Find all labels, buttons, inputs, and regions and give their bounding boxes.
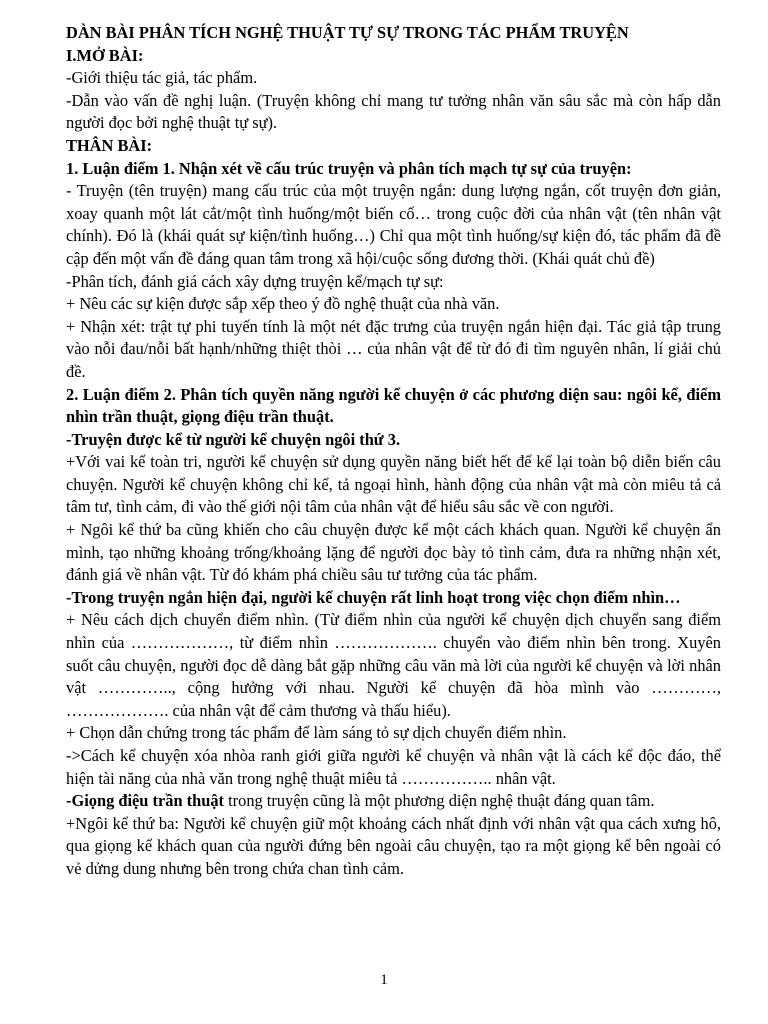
sub1-heading: -Truyện được kể từ người kể chuyện ngôi thứ 3.: [66, 429, 401, 449]
sub1-item: + Ngôi kể thứ ba cũng khiến cho câu chuyện được kể một cách khách quan. Người kể chuyện ẩn mình, tạo những khoảng trống/khoảng lặng để người đọc bày tỏ tình cảm, đưa ra những nhận xét, đánh giá về nhân vật. Từ đó khám phá chiều sâu tư tưởng của tác phẩm.: [66, 520, 721, 585]
sub2-item: ->Cách kể chuyện xóa nhòa ranh giới giữa người kể chuyện và nhân vật là cách kể độc đáo, thể hiện tài năng của nhà văn trong nghệ thuật miêu tả …………….. nhân vật.: [66, 746, 721, 788]
sub2-heading: -Trong truyện ngắn hiện đại, người kể chuyện rất linh hoạt trong việc chọn điểm nhìn…: [66, 587, 681, 607]
sub3-item: +Ngôi kể thứ ba: Người kể chuyện giữ một khoảng cách nhất định với nhân vật qua cách xưng hô, qua giọng kể khách quan của người đứng bên ngoài câu chuyện, tạo ra một giọng kể bên ngoài có vẻ dửng dung nhưng bên trong chứa chan tình cảm.: [66, 813, 721, 878]
body-heading: THÂN BÀI:: [66, 135, 153, 155]
page-number: 1: [380, 972, 388, 988]
sub3-heading: [66, 790, 721, 813]
point1-item: - Truyện (tên truyện) mang cấu trúc của một truyện ngắn: dung lượng ngắn, cốt truyện đơn giản, xoay quanh một lát cắt/một tình huống/một biến cố… trong cuộc đời của nhân vật (tên nhân vật chính). Đó là (khái quát sự kiện/tình huống…) Chỉ qua một tình huống/sự kiện đó, tác phẩm đã đề cập đến một vấn đề đáng quan tâm trong xã hội/cuộc sống đương thời. (Khái quát chủ đề): [66, 181, 721, 268]
point2-heading: 2. Luận điểm 2. Phân tích quyền năng người kể chuyện ở các phương diện sau: ngôi kể, điểm nhìn trần thuật, giọng điệu trần thuật.: [66, 384, 721, 427]
sub2-item: + Nêu cách dịch chuyển điểm nhìn. (Từ điểm nhìn của người kể chuyện dịch chuyển sang điểm nhìn của ………………, từ điểm nhìn ………………. chuyển vào điểm nhìn bên trong. Xuyên suốt câu chuyện, người đọc dễ dàng bắt gặp những câu văn mà lời của người kể chuyện và lời nhân vật ………….., cộng hưởng với nhau. Người kể chuyện đã hòa mình vào …………, ………………. của nhân vật để cảm thương và thấu hiểu).: [66, 610, 721, 720]
point1-item: + Nhận xét: trật tự phi tuyến tính là một nét đặc trưng của truyện ngắn hiện đại. Tác giả tập trung vào nỗi đau/nỗi bất hạnh/những thiệt thòi … của nhân vật để từ đó đi tìm nguyên nhân, lí giải chủ đề.: [66, 316, 721, 381]
sub2-item: + Chọn dẫn chứng trong tác phẩm để làm sáng tỏ sự dịch chuyển điểm nhìn.: [66, 723, 567, 743]
sub1-item: +Với vai kể toàn tri, người kể chuyện sử dụng quyền năng biết hết để kể lại toàn bộ diễn biến câu chuyện. Người kể chuyện không chỉ kể, tả ngoại hình, hành động của nhân vật mà còn miêu tả cả tâm tư, tình cảm, đi vào thế giới nội tâm của nhân vật để hiểu sâu sắc về con người.: [66, 452, 721, 517]
point1-item: -Phân tích, đánh giá cách xây dựng truyện kể/mạch tự sự:: [66, 271, 444, 291]
point1-item: + Nêu các sự kiện được sắp xếp theo ý đồ nghệ thuật của nhà văn.: [66, 294, 500, 314]
point1-heading: 1. Luận điểm 1. Nhận xét về cấu trúc truyện và phân tích mạch tự sự của truyện:: [66, 158, 632, 178]
sub3-heading-rest: trong truyện cũng là một phương diện nghệ thuật đáng quan tâm.: [224, 791, 655, 811]
intro-item: -Dẫn vào vấn đề nghị luận. (Truyện không chỉ mang tư tưởng nhân văn sâu sắc mà còn hấp dẫn người đọc bởi nghệ thuật tự sự).: [66, 90, 721, 133]
sub3-heading-bold: -Giọng điệu trần thuật: [66, 791, 225, 811]
intro-item: -Giới thiệu tác giả, tác phẩm.: [66, 68, 258, 88]
intro-heading: I.MỞ BÀI:: [66, 45, 144, 65]
document-title: DÀN BÀI PHÂN TÍCH NGHỆ THUẬT TỰ SỰ TRONG TÁC PHẨM TRUYỆN: [66, 23, 629, 42]
document-page: [66, 22, 721, 881]
